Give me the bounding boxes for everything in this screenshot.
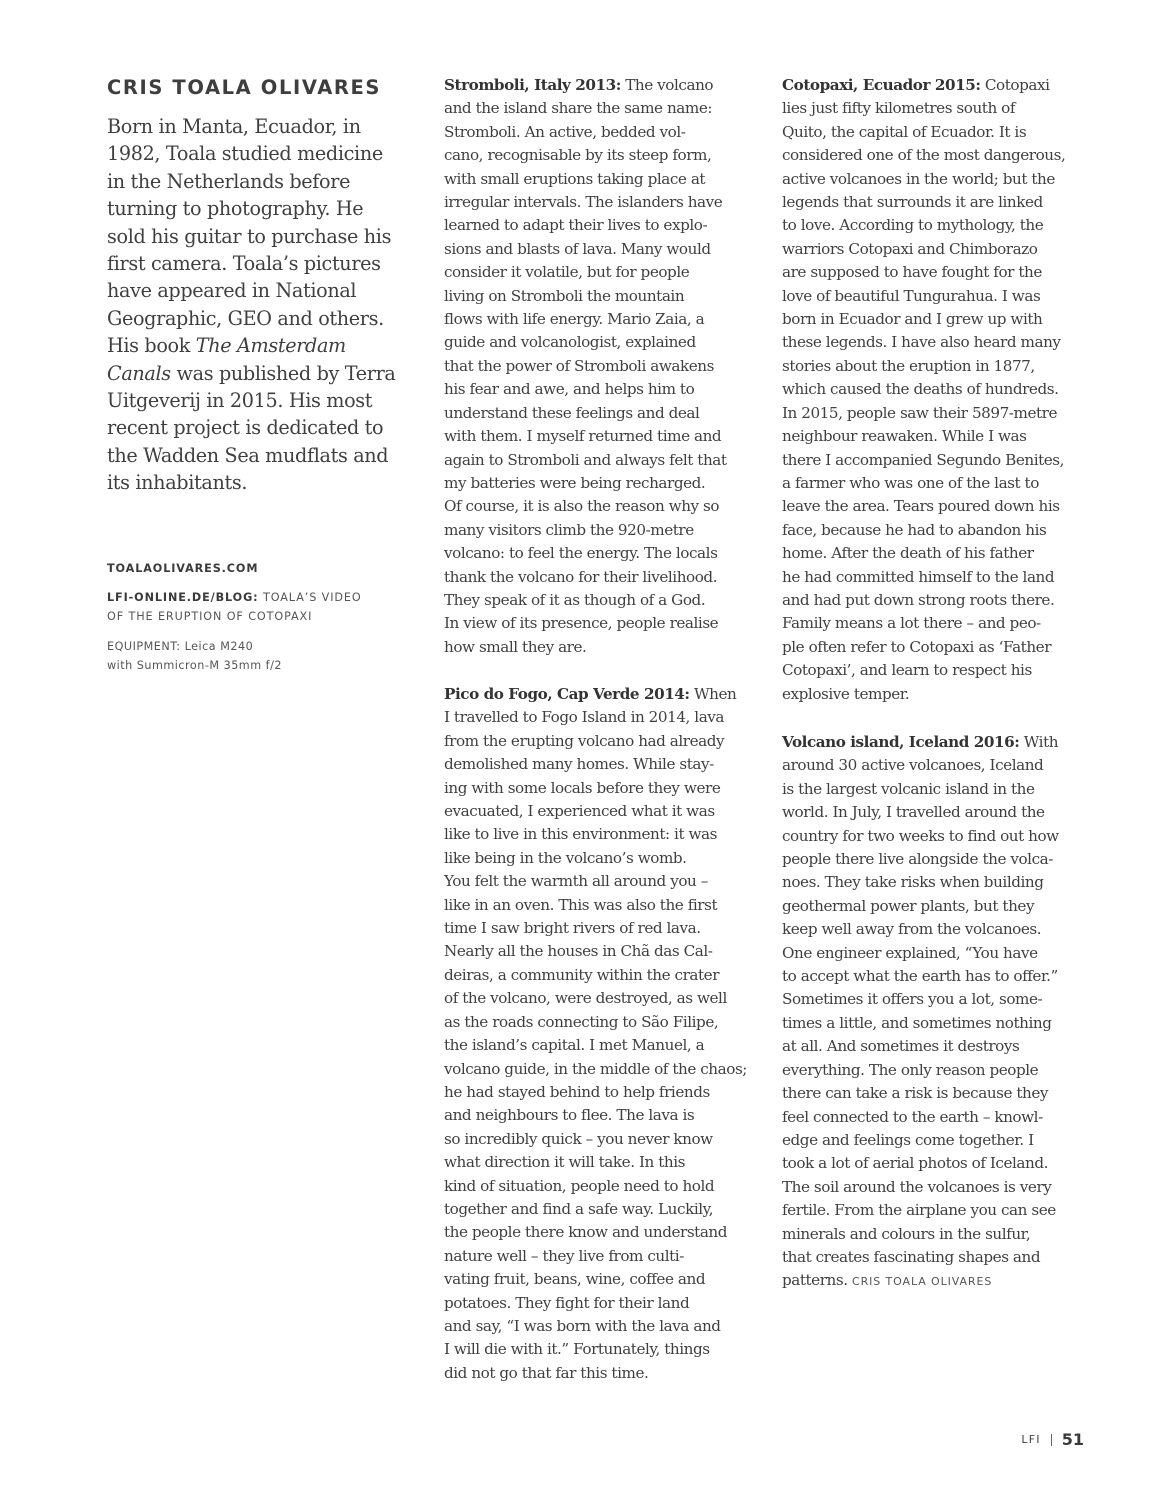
line-text: of the volcano, were destroyed, as well	[444, 989, 727, 1008]
text-line	[782, 285, 1065, 308]
line-text: volcano: to feel the energy. The locals	[444, 544, 718, 563]
book-title: Canals	[107, 361, 171, 385]
line-text: there I accompanied Segundo Benites,	[782, 450, 1065, 469]
line-text: what direction it will take. In this	[444, 1153, 685, 1172]
line-text: flows with life energy. Mario Zaia, a	[444, 310, 705, 329]
line-text: consider it volatile, but for people	[444, 263, 690, 282]
blog-link[interactable]	[107, 589, 362, 626]
text-line	[782, 636, 1065, 659]
text-line	[782, 542, 1065, 565]
line-text: at all. And sometimes it destroys	[782, 1037, 1020, 1056]
text-line	[444, 1292, 747, 1315]
line-text: With	[1019, 733, 1059, 751]
text-line	[444, 589, 727, 612]
line-text: patterns.	[782, 1271, 848, 1290]
text-line	[444, 402, 727, 425]
line-text: Nearly all the houses in Chã das Cal-	[444, 942, 713, 961]
blog-description: TOALA’S VIDEO	[258, 591, 362, 604]
text-line	[782, 168, 1065, 191]
text-line	[444, 1338, 747, 1361]
line-text: times a little, and sometimes nothing	[782, 1013, 1052, 1032]
text-line	[444, 1011, 747, 1034]
line-text: deiras, a community within the crater	[444, 965, 720, 984]
text-line	[782, 472, 1065, 495]
bio-line	[107, 360, 395, 387]
bio-line: have appeared in National	[107, 279, 357, 303]
line-text: living on Stromboli the mountain	[444, 286, 685, 305]
line-text: the people there know and understand	[444, 1223, 728, 1242]
text-line	[782, 895, 1059, 918]
bio-line	[107, 332, 395, 359]
line-text: are supposed to have fought for the	[782, 263, 1042, 282]
text-line	[444, 917, 747, 940]
text-line	[444, 683, 747, 706]
line-text: The soil around the volcanoes is very	[782, 1177, 1052, 1196]
line-text: from the erupting volcano had already	[444, 731, 725, 750]
text-line	[444, 1268, 747, 1291]
text-line	[444, 425, 727, 448]
line-text: world. In July, I travelled around the	[782, 803, 1045, 822]
website-url[interactable]: TOALAOLIVARES.COM	[107, 562, 259, 575]
line-text: he had stayed behind to help friends	[444, 1082, 710, 1101]
text-line	[782, 191, 1065, 214]
line-text: Cotopaxi	[980, 76, 1050, 94]
section-cotopaxi	[782, 74, 1065, 706]
text-line	[782, 1269, 1059, 1293]
text-line	[444, 1151, 747, 1174]
text-line	[444, 238, 727, 261]
text-line	[444, 730, 747, 753]
text-line	[782, 659, 1065, 682]
line-text: evacuated, I experienced what it was	[444, 802, 715, 821]
text-line	[444, 566, 727, 589]
text-line	[444, 1104, 747, 1127]
line-text: leave the area. Tears poured down his	[782, 497, 1060, 516]
text-line	[444, 1081, 747, 1104]
line-text: minerals and colours in the sulfur,	[782, 1224, 1031, 1243]
author-name-heading: CRIS TOALA OLIVARES	[107, 76, 382, 99]
section-heading: Pico do Fogo, Cap Verde 2014:	[444, 685, 690, 703]
line-text: fertile. From the airplane you can see	[782, 1201, 1056, 1220]
line-text: people there live alongside the volca-	[782, 850, 1053, 869]
text-line	[444, 706, 747, 729]
text-line	[782, 731, 1059, 754]
text-line	[782, 1152, 1059, 1175]
line-text: kind of situation, people need to hold	[444, 1176, 715, 1195]
blog-line	[107, 589, 362, 608]
line-text: ple often refer to Cotopaxi as ‘Father	[782, 637, 1052, 656]
text-line	[782, 1106, 1059, 1129]
line-text: feel connected to the earth – knowl-	[782, 1107, 1043, 1126]
bio-line: Geographic, GEO and others.	[107, 306, 384, 330]
photographer-credit: CRIS TOALA OLIVARES	[847, 1275, 993, 1289]
text-line	[782, 519, 1065, 542]
line-text: the island’s capital. I met Manuel, a	[444, 1036, 705, 1055]
text-line	[444, 777, 747, 800]
line-text: again to Stromboli and always felt that	[444, 450, 727, 469]
line-text: understand these feelings and deal	[444, 403, 700, 422]
line-text: geothermal power plants, but they	[782, 896, 1035, 915]
line-text: Stromboli. An active, bedded vol-	[444, 122, 686, 141]
section-heading: Volcano island, Iceland 2016:	[782, 733, 1020, 751]
line-text: Cotopaxi’, and learn to respect his	[782, 661, 1032, 680]
line-text: with them. I myself returned time and	[444, 427, 722, 446]
text-line	[444, 1245, 747, 1268]
text-line	[782, 355, 1065, 378]
text-line	[782, 683, 1065, 706]
line-text: a farmer who was one of the last to	[782, 473, 1039, 492]
text-line	[782, 589, 1065, 612]
line-text: like to live in this environment: it was	[444, 825, 717, 844]
line-text: to accept what the earth has to offer.”	[782, 967, 1058, 986]
line-text: like being in the volcano’s womb.	[444, 848, 687, 867]
line-text: Family means a lot there – and peo-	[782, 614, 1041, 633]
text-line	[444, 495, 727, 518]
text-line	[444, 261, 727, 284]
line-text: cano, recognisable by its steep form,	[444, 146, 712, 165]
line-text: many visitors climb the 920-metre	[444, 520, 694, 539]
line-text: Of course, it is also the reason why so	[444, 497, 720, 516]
line-text: noes. They take risks when building	[782, 873, 1044, 892]
text-line	[782, 1059, 1059, 1082]
text-line	[444, 964, 747, 987]
text-line	[444, 753, 747, 776]
text-line	[444, 987, 747, 1010]
line-text: how small they are.	[444, 637, 587, 656]
line-text: with small eruptions taking place at	[444, 169, 706, 188]
text-line	[782, 1012, 1059, 1035]
text-line	[444, 191, 727, 214]
line-text: country for two weeks to find out how	[782, 826, 1059, 845]
line-text: sions and blasts of lava. Many would	[444, 239, 711, 258]
line-text: stories about the eruption in 1877,	[782, 356, 1035, 375]
text-line	[444, 1198, 747, 1221]
line-text: everything. The only reason people	[782, 1060, 1039, 1079]
bio-text: was published by Terra	[170, 361, 396, 385]
line-text: Sometimes it offers you a lot, some-	[782, 990, 1043, 1009]
text-line	[782, 425, 1065, 448]
line-text: learned to adapt their lives to explo-	[444, 216, 708, 235]
text-line	[782, 74, 1065, 97]
text-line	[782, 378, 1065, 401]
line-text: irregular intervals. The islanders have	[444, 193, 723, 212]
text-line	[782, 308, 1065, 331]
text-line	[444, 1058, 747, 1081]
line-text: I travelled to Fogo Island in 2014, lava	[444, 708, 725, 727]
text-line	[444, 800, 747, 823]
equipment-line: EQUIPMENT: Leica M240	[107, 640, 254, 653]
text-line	[444, 121, 727, 144]
text-line	[444, 612, 727, 635]
text-line	[782, 1223, 1059, 1246]
text-line	[782, 848, 1059, 871]
line-text: You felt the warmth all around you –	[444, 872, 708, 891]
text-line	[782, 825, 1059, 848]
text-line	[444, 74, 727, 97]
text-line	[782, 1129, 1059, 1152]
line-text: and say, “I was born with the lava and	[444, 1316, 721, 1335]
line-text: home. After the death of his father	[782, 544, 1034, 563]
line-text: keep well away from the volcanoes.	[782, 920, 1042, 939]
text-line	[782, 1199, 1059, 1222]
text-line	[444, 97, 727, 120]
line-text: so incredibly quick – you never know	[444, 1129, 713, 1148]
text-line	[782, 1035, 1059, 1058]
line-text: When	[689, 685, 737, 703]
text-line	[782, 97, 1065, 120]
text-line	[444, 472, 727, 495]
page-folio	[1021, 1430, 1084, 1449]
line-text: vating fruit, beans, wine, coffee and	[444, 1270, 706, 1289]
line-text: potatoes. They fight for their land	[444, 1293, 690, 1312]
bio-line: sold his guitar to purchase his	[107, 224, 392, 248]
text-line	[782, 261, 1065, 284]
text-line	[444, 542, 727, 565]
text-line	[444, 847, 747, 870]
line-text: thank the volcano for their livelihood.	[444, 567, 718, 586]
line-text: explosive temper.	[782, 684, 910, 703]
line-text: around 30 active volcanoes, Iceland	[782, 756, 1044, 775]
text-line	[782, 778, 1059, 801]
line-text: ing with some locals before they were	[444, 778, 721, 797]
text-line	[782, 988, 1059, 1011]
bio-line: recent project is dedicated to	[107, 416, 384, 440]
line-text: face, because he had to abandon his	[782, 520, 1047, 539]
page-number: 51	[1061, 1430, 1084, 1449]
text-line	[444, 1221, 747, 1244]
text-line	[782, 1246, 1059, 1269]
bio-text: His book	[107, 334, 196, 358]
text-line	[444, 1175, 747, 1198]
line-text: is the largest volcanic island in the	[782, 779, 1035, 798]
line-text: and the island share the same name:	[444, 99, 713, 118]
text-line	[782, 566, 1065, 589]
blog-url[interactable]: LFI-ONLINE.DE/BLOG:	[107, 591, 259, 604]
book-title: The Amsterdam	[195, 334, 346, 358]
line-text: my batteries were being recharged.	[444, 473, 706, 492]
line-text: One engineer explained, “You have	[782, 943, 1038, 962]
bio-line: the Wadden Sea mudflats and	[107, 443, 389, 467]
website-link[interactable]	[107, 560, 258, 579]
text-line	[782, 942, 1059, 965]
text-line	[782, 754, 1059, 777]
text-line	[782, 449, 1065, 472]
line-text: like in an oven. This was also the first	[444, 895, 718, 914]
text-line	[782, 918, 1059, 941]
line-text: neighbour reawaken. While I was	[782, 427, 1027, 446]
blog-description: OF THE ERUPTION OF COTOPAXI	[107, 609, 313, 623]
line-text: there can take a risk is because they	[782, 1084, 1049, 1103]
line-text: They speak of it as though of a God.	[444, 590, 706, 609]
text-line	[444, 449, 727, 472]
bio-line: its inhabitants.	[107, 471, 248, 495]
line-text: which caused the deaths of hundreds.	[782, 380, 1059, 399]
line-text: as the roads connecting to São Filipe,	[444, 1012, 719, 1031]
line-text: In view of its presence, people realise	[444, 614, 719, 633]
text-line	[444, 1128, 747, 1151]
text-line	[444, 823, 747, 846]
text-line	[782, 871, 1059, 894]
section-stromboli	[444, 74, 727, 659]
section-heading: Stromboli, Italy 2013:	[444, 76, 621, 94]
text-line	[444, 144, 727, 167]
section-pico-do-fogo	[444, 683, 747, 1385]
line-text: born in Ecuador and I grew up with	[782, 310, 1043, 329]
bio-line: turning to photography. He	[107, 197, 364, 221]
text-line	[782, 402, 1065, 425]
text-line	[444, 331, 727, 354]
text-line	[782, 495, 1065, 518]
equipment-line: with Summicron-M 35mm f/2	[107, 658, 282, 672]
line-text: took a lot of aerial photos of Iceland.	[782, 1154, 1049, 1173]
text-line	[444, 355, 727, 378]
section-heading: Cotopaxi, Ecuador 2015:	[782, 76, 981, 94]
bio-line: in the Netherlands before	[107, 169, 351, 193]
folio-divider	[1051, 1434, 1052, 1446]
magazine-name: LFI	[1021, 1433, 1041, 1446]
text-line	[444, 894, 747, 917]
author-bio	[107, 113, 395, 497]
text-line	[444, 940, 747, 963]
line-text: these legends. I have also heard many	[782, 333, 1061, 352]
bio-line: Born in Manta, Ecuador, in	[107, 115, 361, 138]
text-line	[782, 1082, 1059, 1105]
line-text: and neighbours to flee. The lava is	[444, 1106, 695, 1125]
line-text: volcano guide, in the middle of the chaos;	[444, 1059, 747, 1078]
line-text: he had committed himself to the land	[782, 567, 1055, 586]
text-line	[782, 144, 1065, 167]
line-text: warriors Cotopaxi and Chimborazo	[782, 239, 1038, 258]
line-text: to love. According to mythology, the	[782, 216, 1044, 235]
text-line	[782, 121, 1065, 144]
bio-line: 1982, Toala studied medicine	[107, 142, 383, 166]
line-text: that the power of Stromboli awakens	[444, 356, 714, 375]
text-line	[782, 801, 1059, 824]
text-line	[444, 519, 727, 542]
text-line	[782, 214, 1065, 237]
line-text: In 2015, people saw their 5897-metre	[782, 403, 1057, 422]
line-text: together and find a safe way. Luckily,	[444, 1199, 714, 1218]
line-text: The volcano	[620, 76, 714, 94]
line-text: demolished many homes. While stay-	[444, 755, 714, 774]
text-line	[444, 308, 727, 331]
line-text: Quito, the capital of Ecuador. It is	[782, 122, 1027, 141]
line-text: lies just fifty kilometres south of	[782, 99, 1016, 118]
line-text: did not go that far this time.	[444, 1363, 649, 1382]
text-line	[782, 612, 1065, 635]
line-text: time I saw bright rivers of red lava.	[444, 919, 701, 938]
text-line	[444, 214, 727, 237]
bio-line: first camera. Toala’s pictures	[107, 252, 381, 276]
line-text: considered one of the most dangerous,	[782, 146, 1066, 165]
line-text: and had put down strong roots there.	[782, 590, 1055, 609]
text-line	[444, 636, 727, 659]
text-line	[782, 965, 1059, 988]
line-text: I will die with it.” Fortunately, things	[444, 1340, 710, 1359]
text-line	[782, 238, 1065, 261]
equipment-info	[107, 638, 282, 675]
text-line	[444, 870, 747, 893]
text-line	[782, 1176, 1059, 1199]
line-text: love of beautiful Tungurahua. I was	[782, 286, 1041, 305]
line-text: nature well – they live from culti-	[444, 1246, 684, 1265]
text-line	[782, 331, 1065, 354]
text-line	[444, 1362, 747, 1385]
line-text: guide and volcanologist, explained	[444, 333, 696, 352]
line-text: legends that surrounds it are linked	[782, 193, 1043, 212]
text-line	[444, 378, 727, 401]
bio-line: Uitgeverij in 2015. His most	[107, 389, 373, 413]
line-text: edge and feelings come together. I	[782, 1130, 1034, 1149]
line-text: active volcanoes in the world; but the	[782, 169, 1055, 188]
text-line	[444, 1034, 747, 1057]
line-text: his fear and awe, and helps him to	[444, 380, 695, 399]
text-line	[444, 285, 727, 308]
line-text: that creates fascinating shapes and	[782, 1247, 1041, 1266]
section-iceland	[782, 731, 1059, 1294]
text-line	[444, 168, 727, 191]
text-line	[444, 1315, 747, 1338]
